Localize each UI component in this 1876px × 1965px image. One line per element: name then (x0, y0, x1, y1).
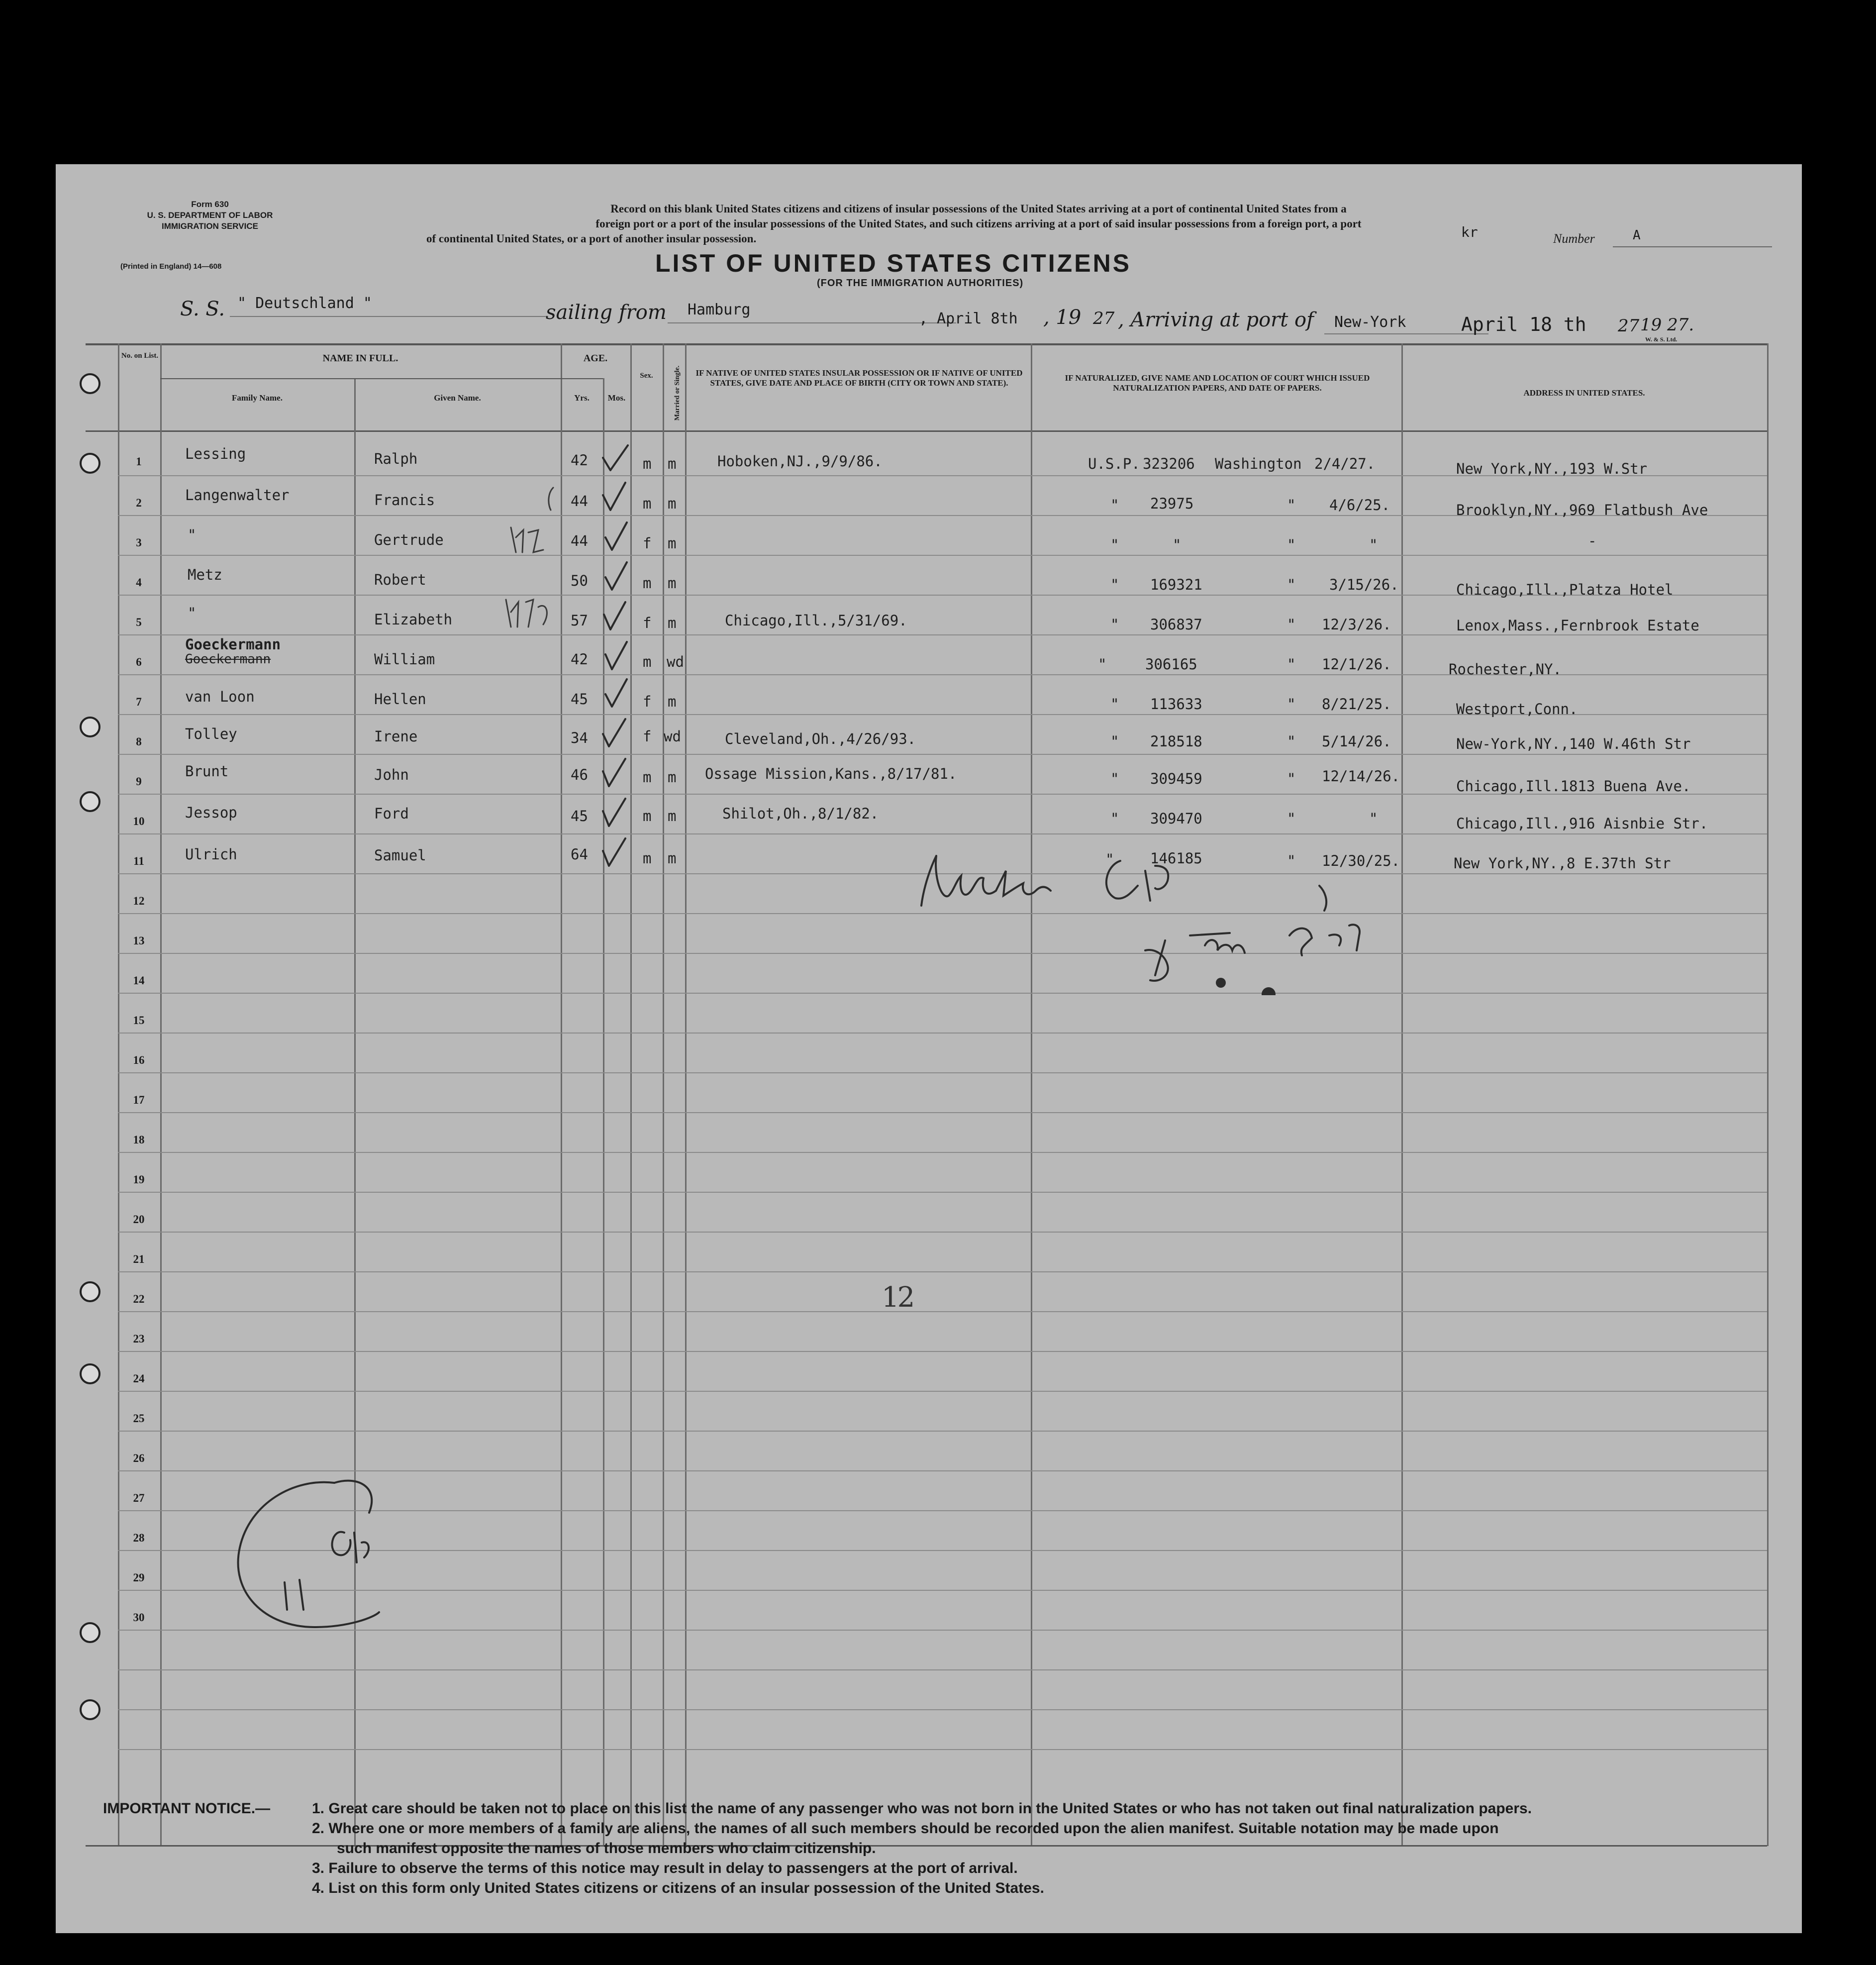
given-name: Francis (374, 492, 435, 509)
address: Chicago,Ill.1813 Buena Ave. (1456, 778, 1691, 795)
notice-row (103, 1839, 1784, 1859)
nat-number: " (1173, 536, 1182, 553)
nat-number: 306165 (1145, 656, 1197, 673)
address: New-York,NY.,140 W.46th Str (1456, 735, 1691, 752)
family-name: Jessop (185, 804, 237, 821)
sex: m (643, 455, 652, 472)
nat-number: 309470 (1150, 810, 1202, 827)
notice-label: IMPORTANT NOTICE.— (103, 1800, 271, 1817)
header-name-in-full: NAME IN FULL. (322, 353, 398, 364)
birth-info: Hoboken,NJ.,9/9/86. (717, 453, 883, 470)
row-number: 11 (133, 855, 144, 867)
arrival-year: 19 27. (1640, 315, 1694, 335)
age-years: 46 (571, 766, 588, 783)
ss-label: S. S. (180, 298, 225, 320)
address: Chicago,Ill.,916 Aisnbie Str. (1456, 815, 1708, 832)
nat-ref: " (1110, 770, 1119, 787)
row-number: 16 (133, 1054, 145, 1066)
ink-dot (1262, 987, 1276, 995)
marital-status: m (668, 495, 677, 512)
row-number: 14 (133, 974, 145, 987)
ship-underline (230, 316, 548, 317)
header-mos: Mos. (607, 393, 626, 403)
sex: f (643, 615, 652, 631)
address: Chicago,Ill.,Platza Hotel (1456, 581, 1674, 598)
name-sub-divider (160, 378, 603, 379)
nat-date: 3/15/26. (1329, 576, 1399, 593)
page-title: LIST OF UNITED STATES CITIZENS (655, 249, 1132, 277)
nat-place: " (1287, 852, 1296, 869)
age-years: 57 (571, 612, 588, 629)
row-line (118, 833, 1767, 834)
notice-item-3: 3. Failure to observe the terms of this notice may result in delay to passengers at the port of arrival. (312, 1860, 1018, 1876)
sex: m (643, 653, 652, 670)
department-name: U. S. DEPARTMENT OF LABOR (147, 210, 273, 220)
punch-hole (80, 453, 100, 474)
col-divider (685, 343, 687, 1846)
sex: f (643, 693, 652, 710)
sex: m (643, 575, 652, 592)
marital-status: m (668, 455, 677, 472)
row-line (118, 754, 1767, 755)
row-line (118, 1351, 1767, 1352)
nat-number: 306837 (1150, 616, 1202, 633)
age-years: 42 (571, 452, 588, 469)
printer-mark: W. & S. Ltd. (1645, 336, 1678, 343)
nat-date: " (1369, 536, 1378, 553)
marital-status: wd (667, 653, 684, 670)
address: Westport,Conn. (1456, 701, 1578, 718)
age-years: 44 (571, 493, 588, 510)
header-age: AGE. (583, 353, 608, 364)
row-number: 22 (133, 1293, 145, 1305)
row-number: 20 (133, 1213, 145, 1226)
year-prefix: , 19 (1043, 306, 1082, 329)
nat-place: " (1287, 810, 1296, 827)
header-naturalized: IF NATURALIZED, GIVE NAME AND LOCATION OF COURT WHICH ISSUED NATURALIZATION PAPERS, AND DATE OF PAPERS. (1065, 373, 1370, 393)
punch-hole (80, 1622, 100, 1643)
nat-place: " (1287, 696, 1296, 713)
record-line-3: of continental United States, or a port of another insular possession. (426, 232, 757, 245)
notice-row (103, 1819, 1784, 1839)
age-years: 64 (571, 846, 588, 863)
row-number: 26 (133, 1452, 145, 1464)
header-family-name: Family Name. (232, 393, 283, 403)
given-name: John (374, 766, 409, 783)
row-number: 2 (136, 497, 142, 509)
family-name: " (188, 526, 197, 543)
address: New York,NY.,193 W.Str (1456, 460, 1648, 477)
from-underline (668, 322, 956, 323)
number-label: Number (1553, 231, 1595, 246)
address: Lenox,Mass.,Fernbrook Estate (1456, 617, 1699, 634)
col-divider (1767, 343, 1769, 1846)
circled-annotation (220, 1468, 429, 1657)
nat-place: " (1287, 770, 1296, 787)
nat-date: 8/21/25. (1322, 696, 1391, 713)
nat-number: 169321 (1150, 576, 1202, 593)
nat-number: 218518 (1150, 733, 1202, 750)
marital-status: m (668, 615, 677, 631)
age-years: 42 (571, 651, 588, 668)
row-line (118, 555, 1767, 556)
nat-date: 12/30/25. (1322, 852, 1400, 869)
record-line-2: foreign port or a port of the insular possessions of the United States, and such citizens arriving at a port of said insular possessions from a foreign port, a port (595, 217, 1362, 230)
row-number: 19 (133, 1173, 145, 1186)
given-name: Ralph (374, 450, 418, 467)
sex: m (643, 850, 652, 867)
nat-place: " (1287, 576, 1296, 593)
form-info (130, 199, 290, 232)
nat-ref: " (1110, 576, 1119, 593)
nat-date: 12/14/26. (1322, 768, 1400, 785)
nat-ref: " (1110, 497, 1119, 514)
row-number: 3 (136, 536, 142, 549)
row-number: 27 (133, 1492, 145, 1504)
notice-row (103, 1799, 1784, 1819)
nat-place: " (1287, 536, 1296, 553)
punch-hole (80, 791, 100, 812)
header-married: Married or Single. (674, 365, 681, 421)
nat-date: 5/14/26. (1322, 733, 1391, 750)
given-name: Robert (374, 571, 426, 588)
age-years: 45 (571, 808, 588, 825)
marital-status: m (668, 693, 677, 710)
nat-date: 4/6/25. (1329, 497, 1390, 514)
nat-place: " (1287, 497, 1296, 514)
row-line (118, 1709, 1767, 1710)
punch-hole (80, 373, 100, 394)
row-number: 15 (133, 1014, 145, 1027)
nat-place: " (1287, 656, 1296, 673)
family-name: Metz (188, 566, 222, 583)
header-native: IF NATIVE OF UNITED STATES INSULAR POSSESSION OR IF NATIVE OF UNITED STATES, GIVE DATE AND PLACE OF BIRTH (CITY OR TOWN AND STATE). (695, 368, 1023, 388)
age-years: 45 (571, 691, 588, 708)
nat-date: " (1369, 810, 1378, 827)
from-port: Hamburg (688, 301, 751, 318)
age-years: 50 (571, 572, 588, 589)
family-name-struck: Goeckermann (185, 652, 271, 667)
family-name: Brunt (185, 763, 229, 780)
marital-status: m (668, 850, 677, 867)
row-number: 7 (136, 696, 142, 708)
row-number: 29 (133, 1571, 145, 1584)
row-line (118, 1192, 1767, 1193)
notice-row (103, 1878, 1784, 1898)
number-underline (1613, 246, 1772, 247)
given-name: Elizabeth (374, 611, 453, 628)
form-number: Form 630 (191, 200, 229, 209)
arriving-label: , Arriving at port of (1118, 309, 1314, 331)
nat-number: 309459 (1150, 770, 1202, 787)
row-line (118, 1072, 1767, 1073)
sail-date: , April 8th (919, 310, 1018, 327)
checkmarks (598, 443, 668, 871)
nat-ref: " (1105, 851, 1114, 868)
nat-ref: " (1110, 733, 1119, 750)
marital-status: m (668, 808, 677, 825)
row-line (118, 1431, 1767, 1432)
handwritten-initials (503, 483, 563, 642)
address: - (1588, 532, 1597, 549)
given-name: Ford (374, 805, 409, 822)
ship-name: " Deutschland " (237, 295, 372, 312)
row-number: 28 (133, 1532, 145, 1544)
nat-ref: U.S.P. (1088, 455, 1140, 472)
row-line (118, 1152, 1767, 1153)
header-address: ADDRESS IN UNITED STATES. (1523, 388, 1645, 398)
col-divider (160, 343, 162, 1846)
family-name: Lessing (185, 445, 246, 462)
row-number: 18 (133, 1134, 145, 1146)
row-number: 8 (136, 735, 142, 748)
given-name: Gertrude (374, 531, 444, 548)
row-number: 21 (133, 1253, 145, 1265)
nat-place: Washington (1215, 455, 1302, 472)
given-name: Samuel (374, 847, 426, 864)
row-line (118, 1311, 1767, 1312)
sex: m (643, 769, 652, 786)
stamp-number: 12 (882, 1281, 913, 1314)
ink-dot (1216, 978, 1226, 988)
address: New York,NY.,8 E.37th Str (1454, 855, 1671, 872)
row-line (118, 1112, 1767, 1113)
row-number: 12 (133, 895, 145, 907)
number-value: A (1633, 228, 1641, 243)
nat-ref: " (1110, 616, 1119, 633)
nat-ref: " (1098, 656, 1107, 673)
service-name: IMMIGRATION SERVICE (162, 221, 258, 231)
nat-ref: " (1110, 696, 1119, 713)
address: Rochester,NY. (1449, 661, 1562, 678)
row-line (118, 1033, 1767, 1034)
sex: m (643, 495, 652, 512)
row-line (118, 1669, 1767, 1670)
page-subtitle: (FOR THE IMMIGRATION AUTHORITIES) (817, 278, 1024, 289)
punch-hole (80, 1281, 100, 1302)
printed-note: (Printed in England) 14—608 (120, 262, 222, 271)
nat-date: 12/3/26. (1322, 616, 1391, 633)
col-divider (118, 343, 119, 1846)
punch-hole (80, 717, 100, 737)
arrival-date: April 18 th (1461, 313, 1586, 335)
marital-status: m (668, 535, 677, 552)
nat-number: 323206 (1143, 455, 1195, 472)
row-line (118, 1749, 1767, 1750)
header-yrs: Yrs. (574, 393, 590, 403)
inspector-signature (911, 836, 1459, 995)
arrival-day-mark: 27 (1618, 316, 1640, 336)
punch-hole (80, 1699, 100, 1720)
record-instructions (426, 202, 1531, 246)
record-line-1: Record on this blank United States citizens and citizens of insular possessions of the United States arriving at a port of continental United States from a (610, 203, 1347, 215)
row-line (118, 1391, 1767, 1392)
table-top-border (86, 343, 1767, 345)
sail-year: 27 (1093, 309, 1115, 328)
family-name: Langenwalter (185, 487, 290, 504)
row-line (118, 634, 1767, 635)
given-name: Hellen (374, 691, 426, 708)
marital-status: m (668, 575, 677, 592)
nat-date: 12/1/26. (1322, 656, 1391, 673)
family-name: Ulrich (185, 846, 237, 863)
notice-item-4: 4. List on this form only United States citizens or citizens of an insular possession of the United States. (312, 1880, 1044, 1896)
row-number: 4 (136, 576, 142, 589)
address: Brooklyn,NY.,969 Flatbush Ave (1456, 502, 1708, 518)
important-notice (103, 1799, 1784, 1898)
notice-item-2: 2. Where one or more members of a family are aliens, the names of all such members should be recorded upon the alien manifest. Suitable notation may be made upon (312, 1820, 1499, 1837)
row-number: 23 (133, 1333, 145, 1345)
row-line (118, 1232, 1767, 1233)
birth-info: Shilot,Oh.,8/1/82. (722, 805, 879, 822)
header-no: No. on List. (121, 352, 159, 360)
birth-info: Cleveland,Oh.,4/26/93. (725, 730, 916, 747)
nat-number: 23975 (1150, 495, 1194, 512)
notice-item-1: 1. Great care should be taken not to place on this list the name of any passenger who was not born in the United States or who has not taken out final naturalization papers. (312, 1800, 1532, 1817)
arrival-port: New-York (1334, 313, 1406, 331)
header-sex: Sex. (640, 372, 653, 380)
sailing-label: sailing from (546, 301, 667, 324)
nat-ref: " (1110, 536, 1119, 553)
notice-item-2-cont: such manifest opposite the names of those members who claim citizenship. (337, 1840, 876, 1857)
row-number: 25 (133, 1412, 145, 1425)
given-name: William (374, 651, 435, 668)
sex: m (643, 808, 652, 825)
row-number: 24 (133, 1372, 145, 1385)
nat-place: " (1287, 733, 1296, 750)
notice-row (103, 1859, 1784, 1878)
nat-place: " (1287, 616, 1296, 633)
marital-status: wd (664, 728, 681, 745)
sex: f (643, 535, 652, 552)
given-name: Irene (374, 728, 418, 745)
age-years: 34 (571, 729, 588, 746)
birth-info: Ossage Mission,Kans.,8/17/81. (705, 765, 957, 782)
header-given-name: Given Name. (434, 393, 481, 403)
sex: f (643, 728, 652, 745)
family-name: Tolley (185, 725, 237, 742)
marital-status: m (668, 769, 677, 786)
age-years: 44 (571, 532, 588, 549)
manifest-sheet (56, 164, 1802, 1933)
row-number: 5 (136, 616, 142, 628)
row-line (118, 1271, 1767, 1272)
row-number: 6 (136, 656, 142, 668)
nat-ref: " (1110, 810, 1119, 827)
punch-hole (80, 1363, 100, 1384)
nat-number: 146185 (1150, 850, 1202, 867)
kr-mark: kr (1461, 224, 1478, 240)
family-name: van Loon (185, 688, 255, 705)
family-name: Goeckermann (185, 636, 281, 653)
row-number: 30 (133, 1611, 145, 1624)
family-name: " (188, 605, 197, 621)
row-number: 1 (136, 455, 142, 468)
nat-date: 2/4/27. (1314, 455, 1376, 472)
col-divider (1031, 343, 1032, 1846)
row-number: 13 (133, 934, 145, 947)
birth-info: Chicago,Ill.,5/31/69. (725, 612, 907, 629)
row-number: 10 (133, 815, 145, 827)
col-divider (1401, 343, 1403, 1846)
header-bottom-border (86, 430, 1767, 432)
row-number: 9 (136, 775, 142, 788)
row-number: 17 (133, 1094, 145, 1106)
nat-number: 113633 (1150, 696, 1202, 713)
